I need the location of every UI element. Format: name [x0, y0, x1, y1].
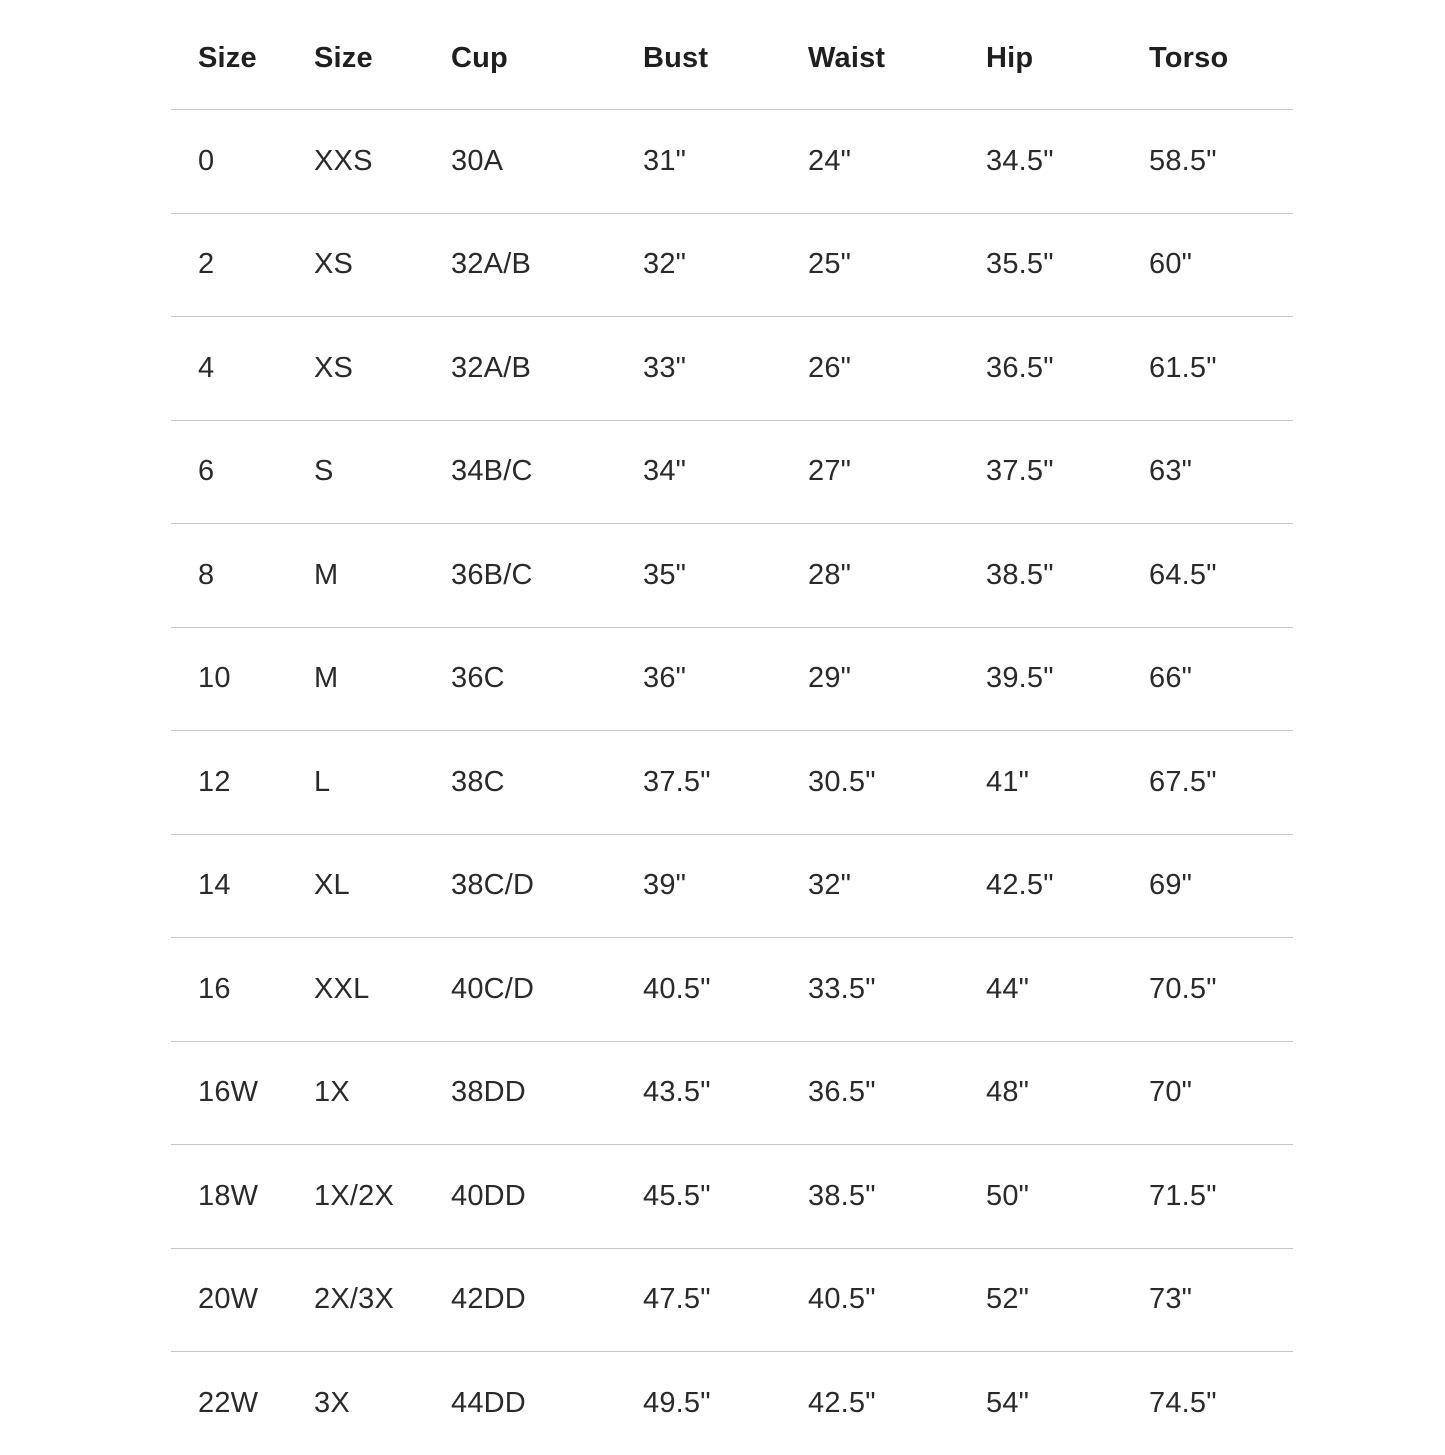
cell-letter-size: XXS — [287, 110, 424, 214]
column-header-bust: Bust — [616, 8, 781, 110]
cell-bust: 35" — [616, 524, 781, 628]
cell-bust: 49.5" — [643, 1386, 711, 1419]
cell-hip: 54" — [986, 1386, 1030, 1419]
cell-bust: 47.5" — [616, 1248, 781, 1352]
column-header-numeric-size: Size — [171, 8, 287, 110]
cell-cup: 38DD — [424, 1041, 616, 1145]
column-header-cup: Cup — [424, 8, 616, 110]
cell-letter-size: XS — [287, 213, 424, 317]
cell-waist: 42.5" — [808, 1386, 876, 1419]
cell-numeric-size: 16W — [171, 1041, 287, 1145]
table-body — [171, 110, 1293, 1455]
cell-numeric-size: 14 — [171, 834, 287, 938]
cell-hip: 42.5" — [959, 834, 1122, 938]
cell-waist: 27" — [781, 420, 959, 524]
table-row — [171, 1145, 1293, 1249]
cell-torso: 58.5" — [1122, 110, 1293, 214]
cell-torso: 64.5" — [1122, 524, 1293, 628]
cell-waist: 25" — [781, 213, 959, 317]
cell-letter-size: XXL — [287, 938, 424, 1042]
cell-letter-size: 2X/3X — [287, 1248, 424, 1352]
cell-torso: 66" — [1122, 627, 1293, 731]
cell-bust: 43.5" — [616, 1041, 781, 1145]
table-row — [171, 317, 1293, 421]
cell-numeric-size: 18W — [171, 1145, 287, 1249]
cell-waist: 33.5" — [781, 938, 959, 1042]
cell-hip: 35.5" — [959, 213, 1122, 317]
cell-waist: 32" — [781, 834, 959, 938]
cell-hip: 39.5" — [959, 627, 1122, 731]
cell-letter-size: S — [287, 420, 424, 524]
column-header-hip: Hip — [959, 8, 1122, 110]
cell-numeric-size: 12 — [171, 731, 287, 835]
cell-torso: 74.5" — [1149, 1386, 1217, 1419]
cell-waist: 36.5" — [781, 1041, 959, 1145]
cell-hip: 34.5" — [959, 110, 1122, 214]
cell-waist: 24" — [781, 110, 959, 214]
table-row — [171, 420, 1293, 524]
table-row — [171, 524, 1293, 628]
cell-cup: 40C/D — [424, 938, 616, 1042]
cell-cup: 36B/C — [424, 524, 616, 628]
cell-torso: 60" — [1122, 213, 1293, 317]
table-row — [171, 1041, 1293, 1145]
table-row — [171, 731, 1293, 835]
cell-letter-size: 1X — [287, 1041, 424, 1145]
cell-waist: 30.5" — [781, 731, 959, 835]
table-row — [171, 1248, 1293, 1352]
cell-hip: 52" — [959, 1248, 1122, 1352]
cell-hip: 48" — [959, 1041, 1122, 1145]
cell-cup: 40DD — [424, 1145, 616, 1249]
cell-waist: 38.5" — [781, 1145, 959, 1249]
column-header-waist: Waist — [781, 8, 959, 110]
cell-hip: 38.5" — [959, 524, 1122, 628]
cell-letter-size: 3X — [314, 1386, 350, 1419]
table-row — [171, 834, 1293, 938]
header-row — [171, 8, 1293, 110]
cell-torso: 70.5" — [1122, 938, 1293, 1042]
cell-waist: 29" — [781, 627, 959, 731]
table-header — [171, 8, 1293, 110]
cell-cup: 36C — [424, 627, 616, 731]
cell-waist: 28" — [781, 524, 959, 628]
cell-torso: 71.5" — [1122, 1145, 1293, 1249]
cell-cup: 44DD — [451, 1386, 526, 1419]
cell-bust: 32" — [616, 213, 781, 317]
cell-numeric-size: 20W — [171, 1248, 287, 1352]
cell-torso: 63" — [1122, 420, 1293, 524]
cell-letter-size: M — [287, 524, 424, 628]
cell-numeric-size: 10 — [171, 627, 287, 731]
cell-letter-size: 1X/2X — [287, 1145, 424, 1249]
cell-torso: 73" — [1122, 1248, 1293, 1352]
cell-bust: 34" — [616, 420, 781, 524]
cell-cup: 38C/D — [424, 834, 616, 938]
cell-cup: 32A/B — [424, 213, 616, 317]
cell-letter-size: XS — [287, 317, 424, 421]
cell-letter-size: XL — [287, 834, 424, 938]
cell-numeric-size: 16 — [171, 938, 287, 1042]
cell-torso: 70" — [1122, 1041, 1293, 1145]
cell-cup: 34B/C — [424, 420, 616, 524]
table-row — [171, 627, 1293, 731]
cell-bust: 40.5" — [616, 938, 781, 1042]
cell-bust: 31" — [616, 110, 781, 214]
cell-bust: 45.5" — [616, 1145, 781, 1249]
cell-hip: 37.5" — [959, 420, 1122, 524]
table-row — [171, 938, 1293, 1042]
table-row — [171, 1352, 1293, 1455]
cell-numeric-size: 22W — [198, 1386, 259, 1419]
cell-bust: 37.5" — [616, 731, 781, 835]
cell-torso: 61.5" — [1122, 317, 1293, 421]
cell-waist: 40.5" — [781, 1248, 959, 1352]
cell-numeric-size: 4 — [171, 317, 287, 421]
cell-letter-size: L — [287, 731, 424, 835]
cell-hip: 50" — [959, 1145, 1122, 1249]
cell-waist: 26" — [781, 317, 959, 421]
table-row — [171, 213, 1293, 317]
cell-bust: 36" — [616, 627, 781, 731]
cell-cup: 38C — [424, 731, 616, 835]
column-header-letter-size: Size — [287, 8, 424, 110]
cell-cup: 30A — [424, 110, 616, 214]
cell-bust: 33" — [616, 317, 781, 421]
table-row — [171, 110, 1293, 214]
cell-cup: 32A/B — [424, 317, 616, 421]
cell-numeric-size: 8 — [171, 524, 287, 628]
cell-hip: 41" — [959, 731, 1122, 835]
cell-numeric-size: 0 — [171, 110, 287, 214]
column-header-torso: Torso — [1122, 8, 1293, 110]
cell-letter-size: M — [287, 627, 424, 731]
cell-cup: 42DD — [424, 1248, 616, 1352]
cell-torso: 67.5" — [1122, 731, 1293, 835]
cell-numeric-size: 2 — [171, 213, 287, 317]
cell-torso: 69" — [1122, 834, 1293, 938]
size-chart-table — [171, 8, 1293, 1455]
cell-hip: 36.5" — [959, 317, 1122, 421]
cell-numeric-size: 6 — [171, 420, 287, 524]
cell-hip: 44" — [959, 938, 1122, 1042]
cell-bust: 39" — [616, 834, 781, 938]
